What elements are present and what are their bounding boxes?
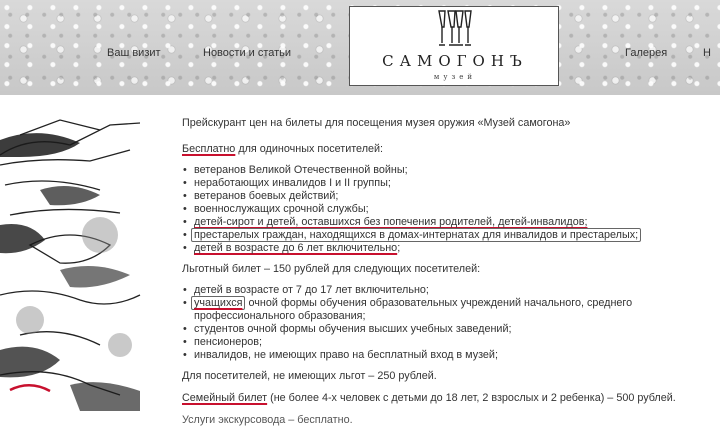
logo-title: САМОГОНЪ [382, 52, 528, 70]
site-header [0, 0, 720, 95]
family-highlight: Семейный билет [182, 392, 268, 404]
list-item-suffix: ; [397, 242, 401, 254]
nav-item-news[interactable]: Новости и статьи [203, 47, 292, 59]
list-item: • инвалидов, не имеющих право на бесплатный вход в музей; [182, 349, 720, 362]
family-price-rest: (не более 4-х человек с детьми до 18 лет, 2 взрослых и 2 ребенка) – 500 рублей. [267, 392, 676, 404]
page-intro: Прейскурант цен на билеты для посещения музея оружия «Музей самогона» [182, 117, 571, 129]
list-item [182, 242, 720, 255]
sketch-illustration [0, 95, 148, 411]
price-list [182, 117, 720, 427]
discount-list [182, 284, 720, 362]
site-logo[interactable] [349, 6, 559, 86]
guide-service: Услуги экскурсовода – бесплатно. [182, 414, 353, 426]
list-item [182, 297, 722, 323]
list-item: • военнослужащих срочной службы; [182, 203, 720, 216]
list-item [182, 229, 720, 242]
highlighted-text: детей-сирот и детей, оставшихся без попечения родителей, детей-инвалидов; [194, 216, 588, 228]
glasses-logo-icon [436, 9, 474, 49]
list-item-rest: очной формы обучения образовательных учреждений начального, среднего профессионального образования; [194, 297, 633, 322]
nav-item-gallery[interactable]: Галерея [625, 47, 668, 59]
free-title-rest: для одиночных посетителей: [235, 143, 384, 155]
sketch-drawing-icon [0, 95, 148, 411]
free-highlight: Бесплатно [182, 143, 236, 155]
boxed-highlight: учащихся [191, 296, 245, 310]
list-item: • неработающих инвалидов I и II группы; [182, 177, 720, 190]
boxed-text: престарелых граждан, находящихся в домах-интернатах для инвалидов и престарелых; [191, 228, 641, 242]
free-section-title [182, 143, 720, 156]
list-item: • детей в возрасте от 7 до 17 лет включительно; [182, 284, 720, 297]
highlighted-text: детей в возрасте до 6 лет включительно [194, 242, 398, 254]
list-item: • ветеранов боевых действий; [182, 190, 720, 203]
list-item: • студентов очной формы обучения высших учебных заведений; [182, 323, 720, 336]
nav-item-visit[interactable]: Ваш визит [107, 47, 161, 59]
family-price [182, 392, 720, 405]
logo-subtitle: музей [433, 73, 477, 81]
list-item: • пенсионеров; [182, 336, 720, 349]
nav-item-more[interactable]: Н [703, 47, 711, 59]
list-item: • ветеранов Великой Отечественной войны; [182, 164, 720, 177]
adult-price: Для посетителей, не имеющих льгот – 250 рублей. [182, 370, 437, 382]
discount-section-title: Льготный билет – 150 рублей для следующих посетителей: [182, 263, 481, 275]
free-list [182, 164, 720, 255]
